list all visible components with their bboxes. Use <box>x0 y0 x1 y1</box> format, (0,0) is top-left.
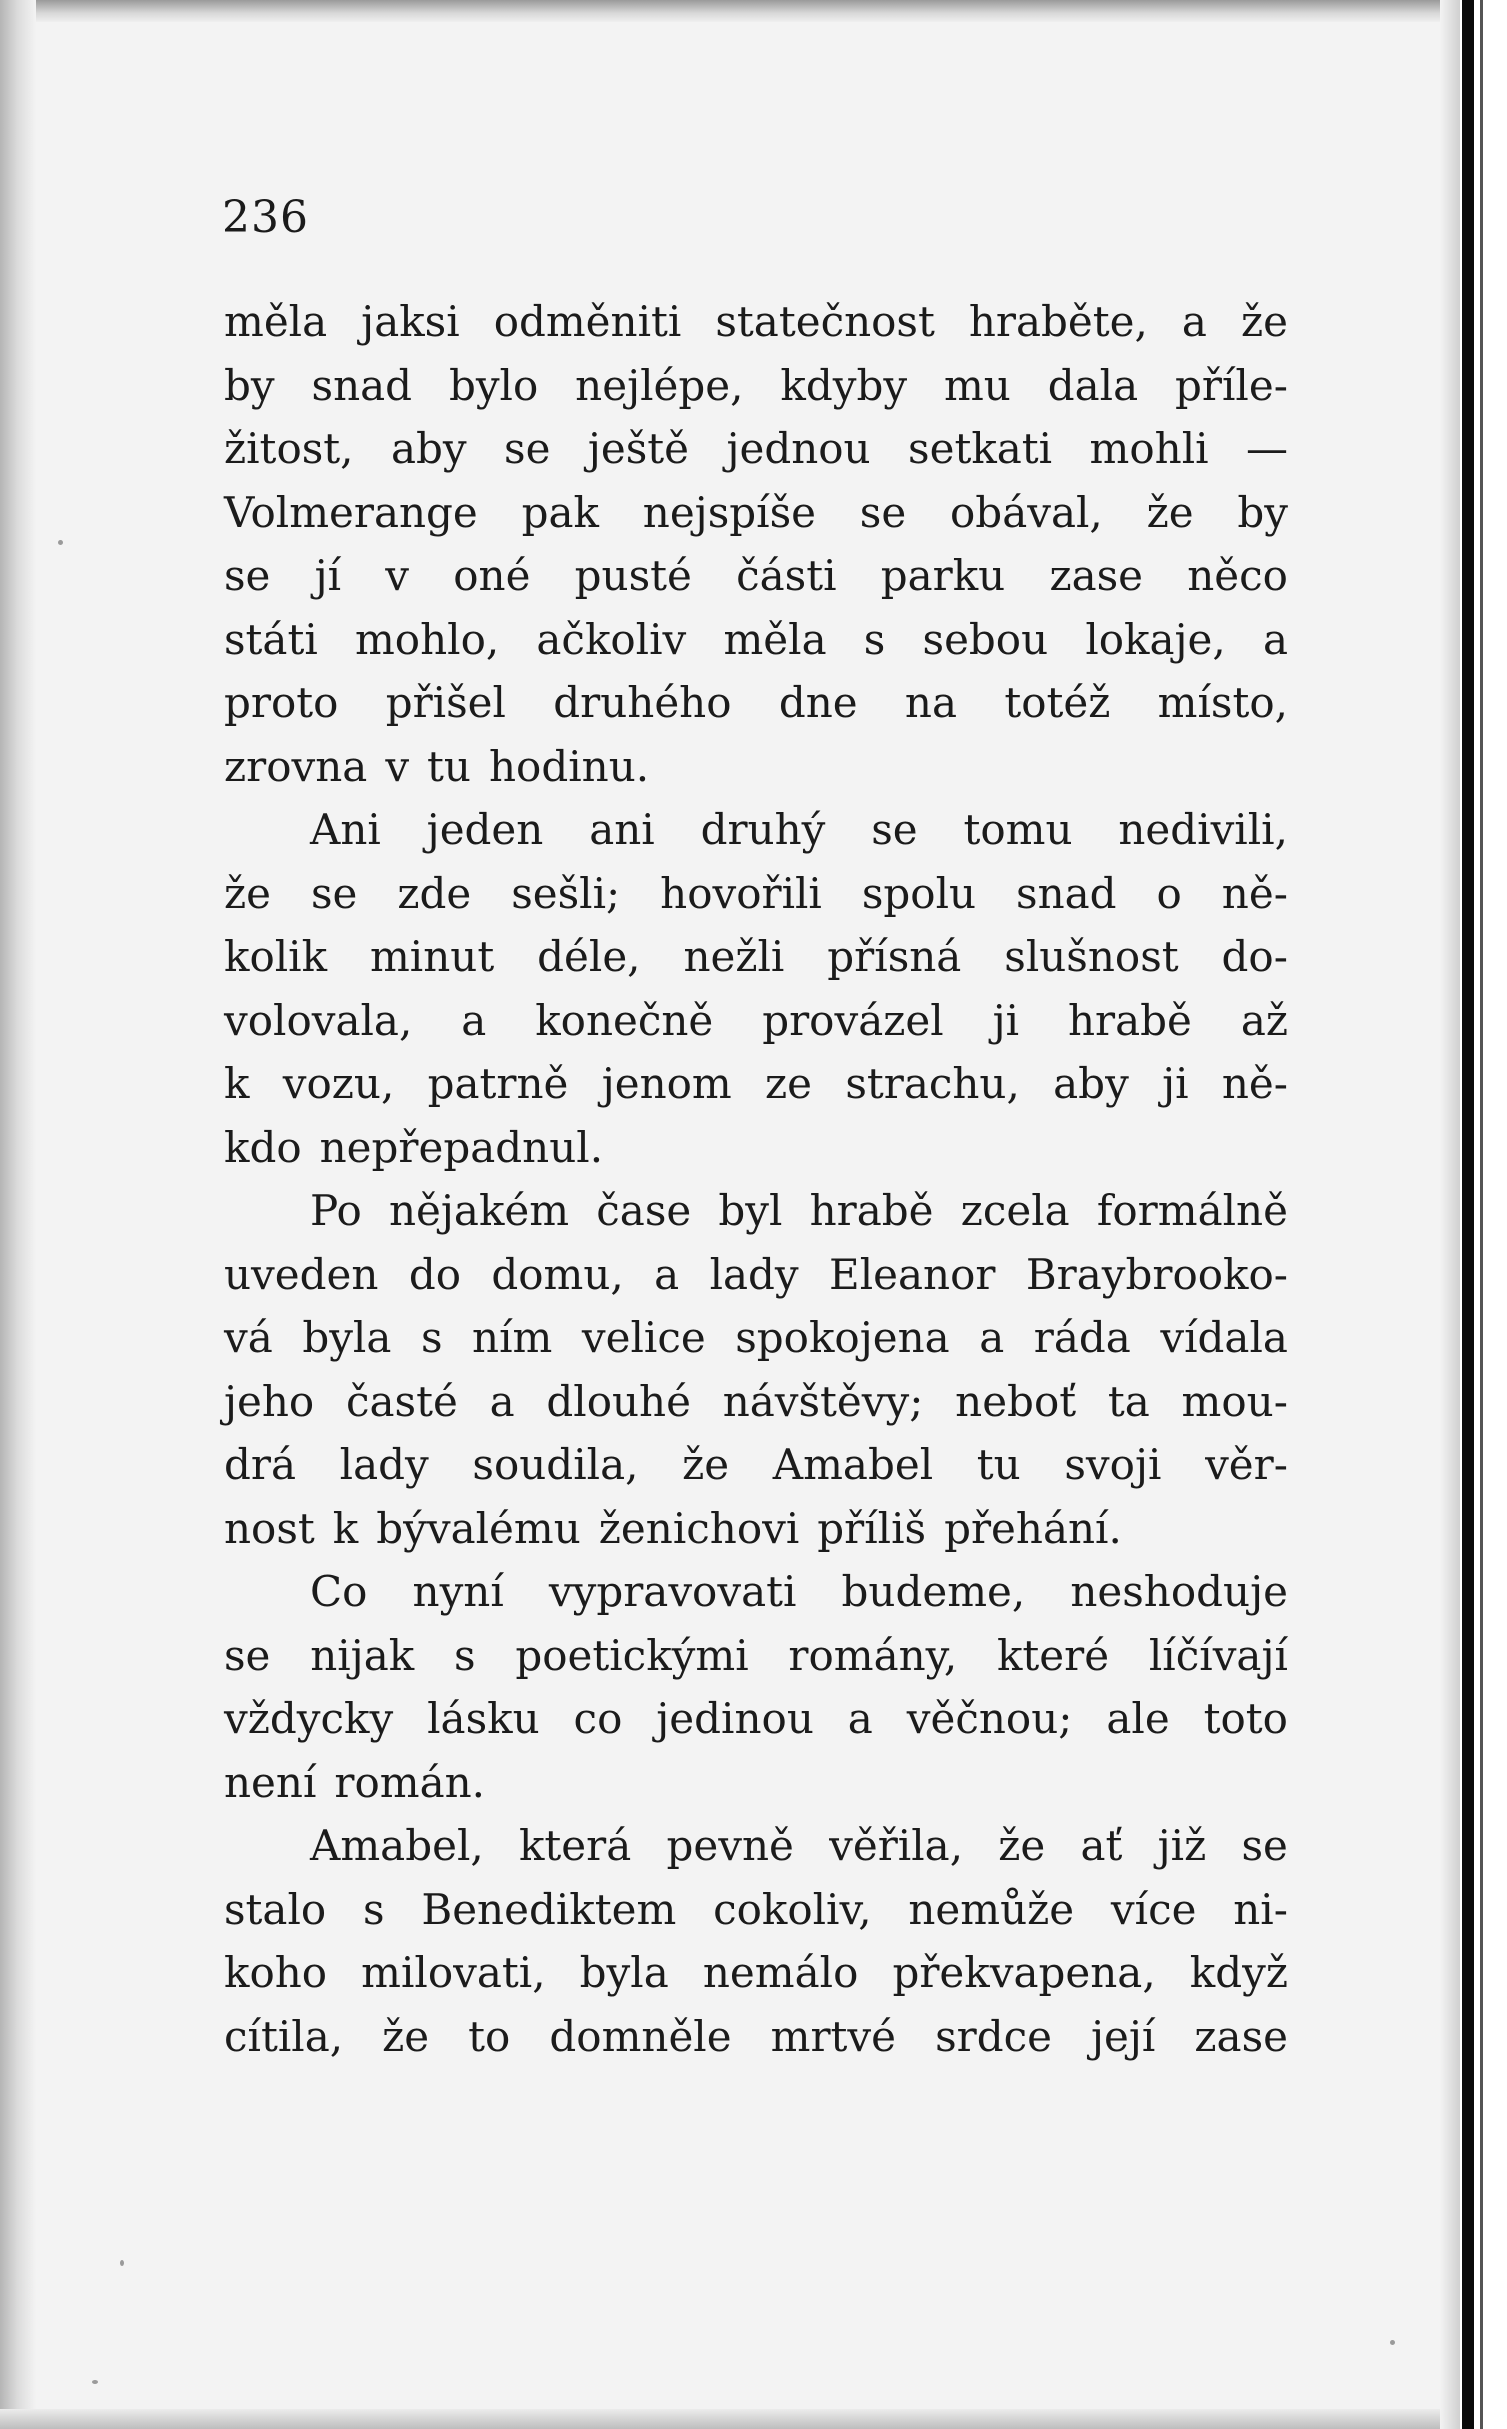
word: nedivili, <box>1118 805 1288 854</box>
word: srdce <box>935 2011 1052 2061</box>
word: byla <box>579 1948 669 1997</box>
word: příle- <box>1175 360 1288 410</box>
text-line <box>224 1624 1288 1688</box>
word: ze <box>765 1059 813 1108</box>
word: až <box>1240 995 1288 1045</box>
text-line <box>224 2005 1288 2069</box>
word: jí <box>314 551 342 600</box>
word: že <box>998 1821 1046 1870</box>
word: státi <box>224 614 318 664</box>
page-edge-top <box>0 0 1507 22</box>
word: ačkoliv <box>536 614 687 664</box>
text-line <box>224 417 1288 481</box>
word: svoji <box>1064 1440 1162 1489</box>
word: by <box>1237 487 1288 537</box>
word: jaksi <box>361 297 460 346</box>
word: byl <box>718 1186 783 1235</box>
text-line <box>224 1052 1288 1116</box>
word: romány, <box>788 1630 958 1680</box>
word: vídala <box>1160 1313 1288 1362</box>
word: návštěvy; <box>722 1376 924 1426</box>
word: bylo <box>448 360 539 410</box>
text-line <box>224 1814 1288 1878</box>
word: volovala, <box>224 995 413 1045</box>
word: části <box>736 551 837 600</box>
text-line <box>224 1116 1288 1180</box>
word: místo, <box>1157 678 1288 727</box>
page-edge-left <box>0 0 36 2429</box>
word: k <box>224 1059 250 1108</box>
word: s <box>420 1313 443 1362</box>
word: hrabě <box>1067 995 1192 1045</box>
paper-speck <box>1390 2340 1395 2345</box>
page-number: 236 <box>222 192 309 243</box>
word: příliš <box>817 1503 927 1553</box>
word: nejspíše <box>642 487 816 537</box>
word: spolu <box>861 868 977 918</box>
word: byla <box>302 1313 392 1362</box>
word: ženichovi <box>598 1503 800 1553</box>
word: se <box>871 805 918 854</box>
word: nejlépe, <box>575 360 744 410</box>
word: Braybrooko- <box>1025 1249 1288 1299</box>
word: vždycky <box>224 1694 394 1743</box>
text-line <box>224 798 1288 862</box>
word: mrtvé <box>770 2011 897 2061</box>
word: k <box>332 1503 359 1553</box>
word: poetickými <box>515 1630 749 1680</box>
word: ani <box>589 805 655 854</box>
word: že <box>1240 297 1288 346</box>
scan-border-rule <box>1462 0 1474 2429</box>
word: nemůže <box>908 1884 1075 1934</box>
word: přišel <box>385 678 506 727</box>
word: zase <box>1049 551 1144 600</box>
word: se <box>310 868 358 918</box>
word: v <box>385 551 410 600</box>
word: a <box>1181 297 1207 346</box>
word: měla <box>723 614 827 664</box>
page-edge-bottom <box>0 2409 1507 2429</box>
word: by <box>224 360 275 410</box>
word: aby <box>390 424 467 473</box>
body-text <box>224 290 1288 2068</box>
word: na <box>904 678 958 727</box>
text-line <box>224 1433 1288 1497</box>
paper-speck <box>92 2380 98 2384</box>
word: lásku <box>427 1694 540 1743</box>
word: odměniti <box>493 297 682 346</box>
word: déle, <box>537 932 641 981</box>
text-line <box>224 862 1288 926</box>
text-line <box>224 1306 1288 1370</box>
text-line <box>224 544 1288 608</box>
word: přehání. <box>944 1503 1122 1553</box>
text-line <box>224 925 1288 989</box>
word: že <box>382 2011 430 2061</box>
word: uveden <box>224 1249 379 1299</box>
word: věr- <box>1205 1440 1288 1489</box>
word: domněle <box>549 2011 732 2061</box>
word: druhého <box>553 678 732 727</box>
word: soudila, <box>472 1440 639 1489</box>
word: a <box>847 1694 873 1743</box>
text-line <box>224 1560 1288 1624</box>
word: lady <box>339 1440 429 1489</box>
word: mou- <box>1181 1376 1288 1426</box>
word: snad <box>311 360 413 410</box>
word: Volmerange <box>224 487 478 537</box>
word: ji <box>992 995 1020 1045</box>
word: líčívají <box>1148 1630 1288 1680</box>
text-line <box>224 1243 1288 1307</box>
word: pak <box>521 487 599 537</box>
word: — <box>1246 424 1288 473</box>
word: Co <box>310 1567 368 1616</box>
word: kolik <box>224 932 328 981</box>
word: se <box>859 487 907 537</box>
word: ráda <box>1033 1313 1131 1362</box>
word: nežli <box>683 932 785 981</box>
word: formálně <box>1096 1186 1288 1235</box>
word: ním <box>472 1313 553 1362</box>
word: zase <box>1194 2011 1288 2061</box>
word: již <box>1157 1821 1207 1870</box>
word: do <box>408 1249 461 1299</box>
word: cítila, <box>224 2011 344 2061</box>
word: koho <box>224 1948 328 1997</box>
word: věčnou; <box>906 1694 1073 1743</box>
word: román. <box>334 1757 486 1807</box>
word: časté <box>345 1376 458 1426</box>
word: Benediktem <box>421 1884 677 1934</box>
text-line <box>224 1751 1288 1815</box>
word: neboť <box>955 1376 1077 1426</box>
word: nemálo <box>702 1948 859 1997</box>
word: do- <box>1221 932 1288 981</box>
word: nost <box>224 1503 315 1553</box>
word: něco <box>1187 551 1288 600</box>
word: a <box>489 1376 515 1426</box>
word: nepřepadnul. <box>319 1122 604 1172</box>
text-line <box>224 1497 1288 1561</box>
word: hrabě <box>809 1186 934 1235</box>
word: a <box>1262 614 1288 664</box>
word: o <box>1156 868 1182 918</box>
word: slušnost <box>1004 932 1179 981</box>
word: aby <box>1053 1059 1129 1108</box>
word: snad <box>1016 868 1117 918</box>
text-line <box>224 1687 1288 1751</box>
word: jedinou <box>656 1694 814 1743</box>
word: zcela <box>960 1186 1070 1235</box>
word: kdo <box>224 1122 302 1172</box>
word: parku <box>880 551 1006 600</box>
word: Po <box>310 1186 362 1235</box>
word: druhý <box>700 805 826 854</box>
word: a <box>979 1313 1005 1362</box>
word: Eleanor <box>829 1249 996 1299</box>
word: a <box>654 1249 680 1299</box>
text-line <box>224 1179 1288 1243</box>
word: Ani <box>310 805 381 854</box>
word: sebou <box>922 614 1049 664</box>
word: velice <box>581 1313 706 1362</box>
word: hodinu. <box>488 741 650 791</box>
word: ta <box>1107 1376 1150 1426</box>
word: proto <box>224 678 339 727</box>
word: jenom <box>601 1059 732 1108</box>
word: jednou <box>726 424 871 473</box>
paper-speck <box>58 540 63 545</box>
word: setkati <box>908 424 1053 473</box>
word: nyní <box>412 1567 504 1616</box>
word: zde <box>397 868 472 918</box>
word: drá <box>224 1440 297 1489</box>
word: vá <box>224 1313 273 1362</box>
word: nijak <box>310 1630 415 1680</box>
word: překvapena, <box>892 1948 1156 1997</box>
word: není <box>224 1757 317 1807</box>
word: dlouhé <box>546 1376 691 1426</box>
word: nějakém <box>389 1186 570 1235</box>
word: tu <box>976 1440 1021 1489</box>
text-line <box>224 1941 1288 2005</box>
text-line <box>224 481 1288 545</box>
word: žitost, <box>224 424 354 473</box>
word: budeme, <box>841 1567 1026 1616</box>
word: Amabel <box>772 1440 934 1489</box>
word: jeden <box>426 805 544 854</box>
word: vozu, <box>282 1059 395 1108</box>
word: že <box>224 868 271 918</box>
word: minut <box>369 932 495 981</box>
text-line <box>224 671 1288 735</box>
word: se <box>1241 1821 1288 1870</box>
word: přísná <box>827 932 962 981</box>
word: milovati, <box>361 1948 546 1997</box>
word: se <box>224 1630 271 1680</box>
word: zrovna <box>224 741 368 791</box>
word: s <box>863 614 886 664</box>
word: totéž <box>1004 678 1111 727</box>
word: že <box>1146 487 1194 537</box>
word: statečnost <box>715 297 935 346</box>
word: jeho <box>224 1376 315 1426</box>
word: ně- <box>1221 868 1288 918</box>
word: věřila, <box>829 1821 964 1870</box>
word: co <box>573 1694 623 1743</box>
word: ni- <box>1233 1884 1288 1934</box>
word: pusté <box>574 551 692 600</box>
word: to <box>468 2011 511 2061</box>
word: cokoliv, <box>713 1884 872 1934</box>
word: se <box>224 551 271 600</box>
word: mohli <box>1089 424 1209 473</box>
word: konečně <box>535 995 714 1045</box>
text-line <box>224 989 1288 1053</box>
text-line <box>224 1878 1288 1942</box>
word: v <box>385 741 410 791</box>
word: stalo <box>224 1884 327 1934</box>
word: spokojena <box>735 1313 950 1362</box>
word: tu <box>427 741 471 791</box>
word: ji <box>1162 1059 1189 1108</box>
word: dne <box>778 678 858 727</box>
word: lokaje, <box>1085 614 1226 664</box>
word: ale <box>1106 1694 1170 1743</box>
word: měla <box>224 297 328 346</box>
word: ně- <box>1221 1059 1288 1108</box>
word: hraběte, <box>968 297 1148 346</box>
paper-speck <box>120 2260 124 2266</box>
word: toto <box>1203 1694 1288 1743</box>
word: dala <box>1047 360 1139 410</box>
word: kdyby <box>780 360 908 410</box>
word: Amabel, <box>310 1821 484 1870</box>
word: oné <box>453 551 531 600</box>
word: obával, <box>950 487 1103 537</box>
word: ještě <box>587 424 690 473</box>
word: tomu <box>963 805 1073 854</box>
text-line <box>224 735 1288 799</box>
text-line <box>224 354 1288 418</box>
word: více <box>1110 1884 1197 1934</box>
word: že <box>682 1440 730 1489</box>
word: sešli; <box>511 868 621 918</box>
scan-border-thin-rule <box>1480 0 1483 2429</box>
word: se <box>504 424 551 473</box>
word: ať <box>1080 1821 1123 1870</box>
word: bývalému <box>376 1503 581 1553</box>
word: mohlo, <box>354 614 500 664</box>
word: strachu, <box>845 1059 1020 1108</box>
text-line <box>224 1370 1288 1434</box>
word: neshoduje <box>1070 1567 1288 1616</box>
word: pevně <box>666 1821 794 1870</box>
word: s <box>453 1630 476 1680</box>
word: když <box>1189 1948 1288 1997</box>
word: s <box>362 1884 385 1934</box>
word: která <box>518 1821 632 1870</box>
word: její <box>1091 2011 1156 2061</box>
word: patrně <box>427 1059 569 1108</box>
word: lady <box>709 1249 799 1299</box>
word: domu, <box>491 1249 624 1299</box>
word: vypravovati <box>548 1567 797 1616</box>
word: provázel <box>762 995 944 1045</box>
text-line <box>224 608 1288 672</box>
word: a <box>461 995 487 1045</box>
word: hovořili <box>660 868 822 918</box>
page-edge-right <box>1440 0 1460 2429</box>
word: mu <box>943 360 1011 410</box>
word: čase <box>596 1186 692 1235</box>
text-line <box>224 290 1288 354</box>
word: které <box>996 1630 1110 1680</box>
